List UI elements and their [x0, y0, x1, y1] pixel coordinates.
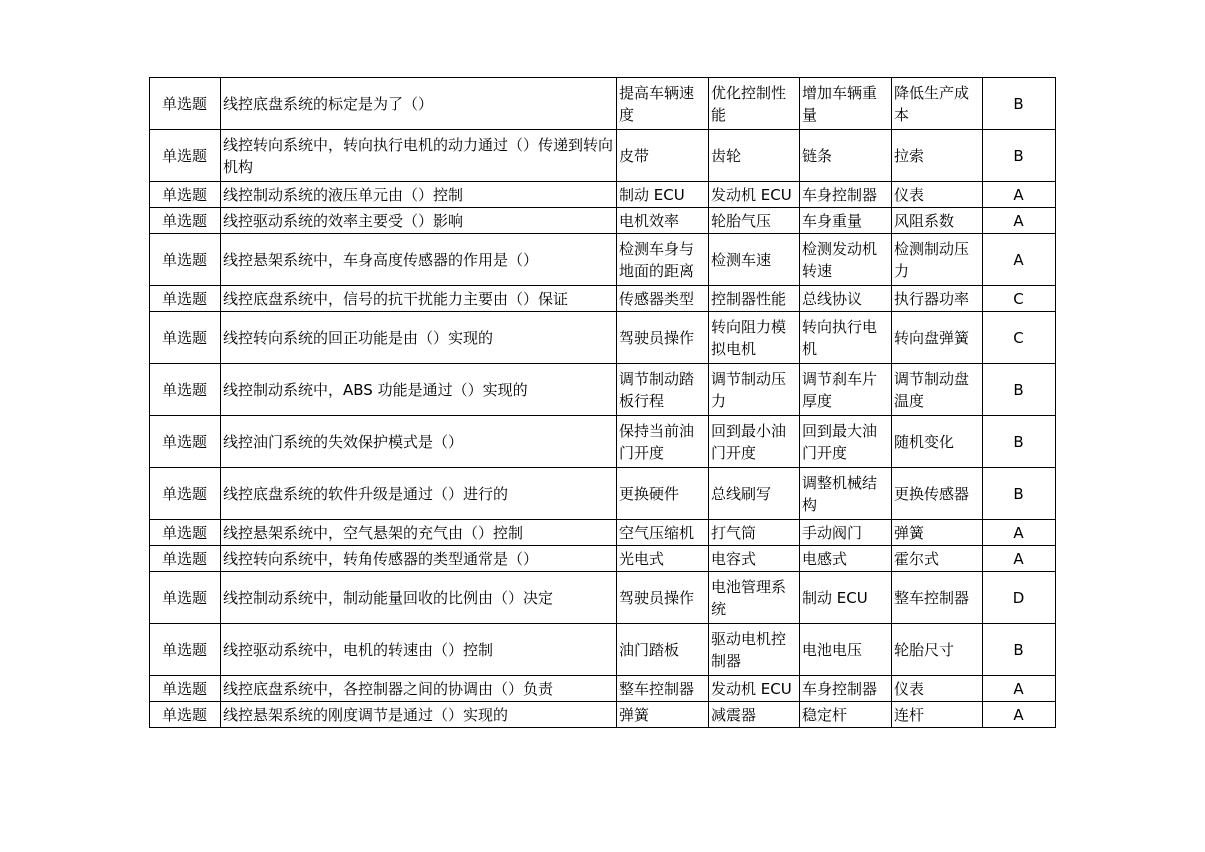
option-b-cell: 总线刷写 — [709, 468, 800, 520]
answer-cell: A — [983, 234, 1056, 286]
question-type-cell: 单选题 — [150, 234, 221, 286]
option-b-cell: 电池管理系统 — [709, 572, 800, 624]
option-d-cell: 仪表 — [892, 676, 983, 702]
option-b-cell: 齿轮 — [709, 130, 800, 182]
option-c-cell: 电池电压 — [800, 624, 892, 676]
question-type-cell: 单选题 — [150, 702, 221, 728]
question-stem-cell: 线控悬架系统的刚度调节是通过（）实现的 — [221, 702, 617, 728]
question-stem-cell: 线控制动系统中，制动能量回收的比例由（）决定 — [221, 572, 617, 624]
answer-cell: B — [983, 364, 1056, 416]
question-type-cell: 单选题 — [150, 208, 221, 234]
option-b-cell: 调节制动压力 — [709, 364, 800, 416]
table-row — [150, 520, 1056, 546]
table-row — [150, 286, 1056, 312]
option-d-cell: 降低生产成本 — [892, 78, 983, 130]
option-a-cell: 更换硬件 — [617, 468, 709, 520]
option-a-cell: 电机效率 — [617, 208, 709, 234]
question-type-cell: 单选题 — [150, 78, 221, 130]
question-table-body — [150, 78, 1056, 728]
option-a-cell: 提高车辆速度 — [617, 78, 709, 130]
table-row — [150, 702, 1056, 728]
option-a-cell: 保持当前油门开度 — [617, 416, 709, 468]
question-stem-cell: 线控底盘系统中，信号的抗干扰能力主要由（）保证 — [221, 286, 617, 312]
table-row — [150, 130, 1056, 182]
question-stem-cell: 线控驱动系统中，电机的转速由（）控制 — [221, 624, 617, 676]
answer-cell: A — [983, 676, 1056, 702]
option-c-cell: 转向执行电机 — [800, 312, 892, 364]
option-b-cell: 打气筒 — [709, 520, 800, 546]
answer-cell: A — [983, 520, 1056, 546]
question-type-cell: 单选题 — [150, 468, 221, 520]
option-c-cell: 手动阀门 — [800, 520, 892, 546]
option-a-cell: 弹簧 — [617, 702, 709, 728]
question-type-cell: 单选题 — [150, 520, 221, 546]
option-b-cell: 电容式 — [709, 546, 800, 572]
option-a-cell: 驾驶员操作 — [617, 312, 709, 364]
question-stem-cell: 线控悬架系统中，车身高度传感器的作用是（） — [221, 234, 617, 286]
option-d-cell: 拉索 — [892, 130, 983, 182]
option-a-cell: 驾驶员操作 — [617, 572, 709, 624]
option-d-cell: 整车控制器 — [892, 572, 983, 624]
table-row — [150, 468, 1056, 520]
question-type-cell: 单选题 — [150, 312, 221, 364]
option-c-cell: 车身重量 — [800, 208, 892, 234]
table-row — [150, 78, 1056, 130]
option-c-cell: 链条 — [800, 130, 892, 182]
option-d-cell: 调节制动盘温度 — [892, 364, 983, 416]
option-d-cell: 转向盘弹簧 — [892, 312, 983, 364]
option-d-cell: 随机变化 — [892, 416, 983, 468]
option-a-cell: 整车控制器 — [617, 676, 709, 702]
option-b-cell: 轮胎气压 — [709, 208, 800, 234]
option-d-cell: 风阻系数 — [892, 208, 983, 234]
option-b-cell: 检测车速 — [709, 234, 800, 286]
question-stem-cell: 线控转向系统中，转角传感器的类型通常是（） — [221, 546, 617, 572]
option-c-cell: 总线协议 — [800, 286, 892, 312]
option-c-cell: 车身控制器 — [800, 182, 892, 208]
question-type-cell: 单选题 — [150, 624, 221, 676]
answer-cell: A — [983, 182, 1056, 208]
table-row — [150, 676, 1056, 702]
answer-cell: D — [983, 572, 1056, 624]
option-c-cell: 稳定杆 — [800, 702, 892, 728]
option-a-cell: 光电式 — [617, 546, 709, 572]
answer-cell: B — [983, 624, 1056, 676]
question-stem-cell: 线控底盘系统的软件升级是通过（）进行的 — [221, 468, 617, 520]
answer-cell: A — [983, 546, 1056, 572]
question-table — [149, 77, 1056, 728]
question-stem-cell: 线控转向系统中，转向执行电机的动力通过（）传递到转向机构 — [221, 130, 617, 182]
answer-cell: C — [983, 286, 1056, 312]
option-b-cell: 转向阻力模拟电机 — [709, 312, 800, 364]
table-row — [150, 182, 1056, 208]
answer-cell: B — [983, 130, 1056, 182]
option-d-cell: 连杆 — [892, 702, 983, 728]
answer-cell: A — [983, 702, 1056, 728]
table-row — [150, 546, 1056, 572]
option-c-cell: 增加车辆重量 — [800, 78, 892, 130]
option-a-cell: 空气压缩机 — [617, 520, 709, 546]
table-row — [150, 234, 1056, 286]
answer-cell: B — [983, 416, 1056, 468]
question-stem-cell: 线控底盘系统的标定是为了（） — [221, 78, 617, 130]
option-b-cell: 发动机 ECU — [709, 182, 800, 208]
table-row — [150, 364, 1056, 416]
table-row — [150, 312, 1056, 364]
question-type-cell: 单选题 — [150, 130, 221, 182]
question-stem-cell: 线控制动系统中，ABS 功能是通过（）实现的 — [221, 364, 617, 416]
table-row — [150, 208, 1056, 234]
question-type-cell: 单选题 — [150, 546, 221, 572]
option-b-cell: 减震器 — [709, 702, 800, 728]
option-d-cell: 执行器功率 — [892, 286, 983, 312]
question-type-cell: 单选题 — [150, 182, 221, 208]
question-type-cell: 单选题 — [150, 286, 221, 312]
option-d-cell: 检测制动压力 — [892, 234, 983, 286]
question-stem-cell: 线控转向系统的回正功能是由（）实现的 — [221, 312, 617, 364]
option-b-cell: 回到最小油门开度 — [709, 416, 800, 468]
option-a-cell: 检测车身与地面的距离 — [617, 234, 709, 286]
option-a-cell: 油门踏板 — [617, 624, 709, 676]
question-type-cell: 单选题 — [150, 416, 221, 468]
question-type-cell: 单选题 — [150, 364, 221, 416]
question-stem-cell: 线控驱动系统的效率主要受（）影响 — [221, 208, 617, 234]
option-d-cell: 仪表 — [892, 182, 983, 208]
answer-cell: A — [983, 208, 1056, 234]
question-stem-cell: 线控底盘系统中，各控制器之间的协调由（）负责 — [221, 676, 617, 702]
question-stem-cell: 线控悬架系统中，空气悬架的充气由（）控制 — [221, 520, 617, 546]
option-d-cell: 轮胎尺寸 — [892, 624, 983, 676]
option-c-cell: 调节刹车片厚度 — [800, 364, 892, 416]
table-row — [150, 416, 1056, 468]
option-c-cell: 制动 ECU — [800, 572, 892, 624]
answer-cell: B — [983, 468, 1056, 520]
question-sheet — [149, 77, 1056, 728]
option-b-cell: 驱动电机控制器 — [709, 624, 800, 676]
option-c-cell: 检测发动机转速 — [800, 234, 892, 286]
question-stem-cell: 线控油门系统的失效保护模式是（） — [221, 416, 617, 468]
option-a-cell: 制动 ECU — [617, 182, 709, 208]
question-type-cell: 单选题 — [150, 676, 221, 702]
option-c-cell: 车身控制器 — [800, 676, 892, 702]
answer-cell: B — [983, 78, 1056, 130]
option-d-cell: 更换传感器 — [892, 468, 983, 520]
option-c-cell: 电感式 — [800, 546, 892, 572]
option-a-cell: 皮带 — [617, 130, 709, 182]
table-row — [150, 624, 1056, 676]
option-b-cell: 控制器性能 — [709, 286, 800, 312]
table-row — [150, 572, 1056, 624]
option-c-cell: 调整机械结构 — [800, 468, 892, 520]
option-c-cell: 回到最大油门开度 — [800, 416, 892, 468]
option-b-cell: 优化控制性能 — [709, 78, 800, 130]
option-d-cell: 霍尔式 — [892, 546, 983, 572]
option-b-cell: 发动机 ECU — [709, 676, 800, 702]
option-d-cell: 弹簧 — [892, 520, 983, 546]
question-stem-cell: 线控制动系统的液压单元由（）控制 — [221, 182, 617, 208]
option-a-cell: 传感器类型 — [617, 286, 709, 312]
option-a-cell: 调节制动踏板行程 — [617, 364, 709, 416]
question-type-cell: 单选题 — [150, 572, 221, 624]
answer-cell: C — [983, 312, 1056, 364]
